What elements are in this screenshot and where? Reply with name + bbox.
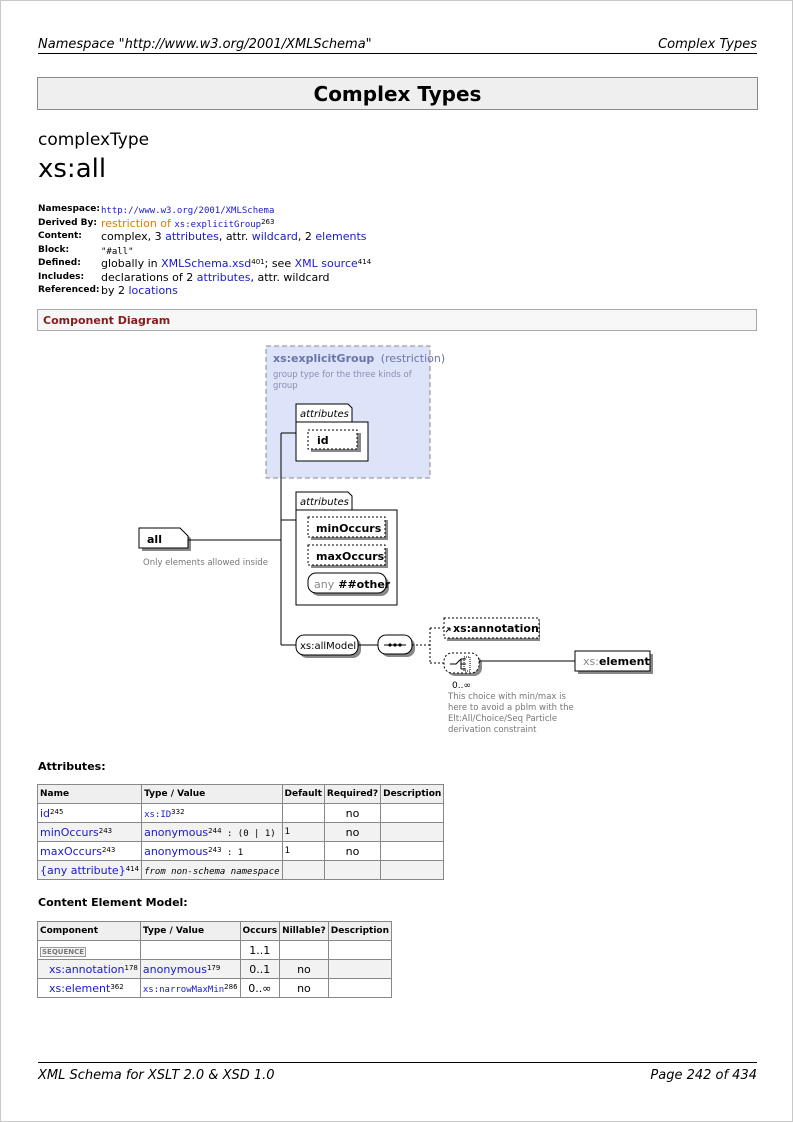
column-header: Occurs [240, 922, 280, 941]
footer-page-number: Page 242 of 434 [650, 1068, 757, 1083]
component-name: xs:all [38, 154, 107, 184]
table-row [38, 823, 444, 842]
component-diagram-heading [37, 309, 757, 331]
prop-label: Namespace: [38, 204, 100, 214]
content-text: , attr. [218, 230, 249, 243]
table-row [38, 941, 392, 960]
column-header: Nillable? [280, 922, 329, 941]
attribute-required [324, 861, 380, 880]
prop-label: Block: [38, 244, 70, 255]
attribute-required: no [324, 823, 380, 842]
root-element-desc: Only elements allowed inside [143, 558, 268, 568]
svg-text:xs:element [583, 655, 650, 668]
referenced-text: by 2 [101, 284, 125, 297]
table-row [38, 842, 444, 861]
attribute-name-link[interactable]: minOccurs [40, 825, 99, 839]
column-header: Description [381, 785, 444, 804]
column-header: Default [282, 785, 324, 804]
base-type-link[interactable]: xs:explicitGroup [174, 219, 262, 230]
defined-text: ; see [264, 257, 292, 270]
defined-text: globally in [101, 257, 158, 270]
column-header: Name [38, 785, 142, 804]
content-description [328, 979, 391, 998]
any-label: any [314, 578, 335, 591]
choice-desc: This choice with min/max is [448, 692, 566, 702]
attr-id: id [317, 434, 329, 447]
annotation-prefix: xs: [453, 622, 472, 635]
sequence-badge: SEQUENCE [42, 947, 85, 956]
prop-label: Derived By: [38, 217, 97, 228]
content-description [328, 960, 391, 979]
attribute-required: no [324, 804, 380, 823]
column-header: Required? [324, 785, 380, 804]
content-text: , 2 [297, 230, 312, 243]
element-name: element [598, 655, 650, 668]
wildcard-link[interactable]: wildcard [251, 230, 298, 243]
content-component-link[interactable]: xs:annotation [49, 962, 125, 976]
header-section: Complex Types [658, 37, 757, 52]
annotation-name: annotation [471, 622, 539, 635]
page-ref: 401 [251, 258, 265, 266]
elements-link[interactable]: elements [315, 230, 367, 243]
schema-file-link[interactable]: XMLSchema.xsd [161, 257, 252, 270]
locations-link[interactable]: locations [128, 284, 178, 297]
attribute-type-text: from non-schema namespace [144, 866, 280, 877]
content-model-table [37, 921, 392, 998]
xml-source-link[interactable]: XML source [294, 257, 358, 270]
page-ref: 286 [224, 982, 238, 991]
content-occurs: 1..1 [240, 941, 280, 960]
base-group-desc: group [273, 381, 298, 391]
attribute-default [282, 861, 324, 880]
attribute-name-link[interactable]: {any attribute} [40, 863, 126, 877]
table-header-row [38, 785, 444, 804]
column-header: Description [328, 922, 391, 941]
page-ref: 245 [50, 807, 64, 816]
attribute-description [381, 823, 444, 842]
page-footer [38, 1062, 757, 1084]
attribute-description [381, 842, 444, 861]
content-occurs: 0..∞ [240, 979, 280, 998]
table-header-row [38, 922, 392, 941]
element-prefix: xs: [583, 655, 599, 668]
attribute-default: 1 [282, 823, 324, 842]
includes-text: declarations of 2 [101, 270, 194, 284]
attribute-description [381, 861, 444, 880]
content-model-heading: Content Element Model: [38, 896, 188, 909]
content-nillable: no [280, 960, 329, 979]
column-header: Component [38, 922, 141, 941]
choice-desc: derivation constraint [448, 725, 537, 735]
sequence-dot [393, 643, 396, 646]
component-kind: complexType [38, 130, 150, 150]
header-namespace: Namespace "http://www.w3.org/2001/XMLSchema" [38, 37, 372, 52]
sequence-dot [388, 643, 391, 646]
page-ref: 332 [171, 807, 185, 816]
base-group-name: xs:explicitGroup [273, 352, 375, 365]
attributes-label: attributes [300, 409, 349, 420]
content-nillable [280, 941, 329, 960]
table-row [38, 804, 444, 823]
attributes-label: attributes [300, 497, 349, 508]
content-component-link[interactable]: xs:element [49, 981, 111, 995]
attribute-description [381, 804, 444, 823]
attr-minoccurs: minOccurs [316, 522, 382, 535]
page-ref: 362 [110, 982, 124, 991]
content-text: complex, 3 [101, 230, 162, 243]
page-ref: 263 [261, 217, 275, 226]
page-ref: 243 [208, 845, 222, 854]
attr-maxoccurs: maxOccurs [316, 550, 385, 563]
choice-desc: here to avoid a pblm with the [448, 703, 574, 713]
table-row [38, 960, 392, 979]
attribute-default [282, 804, 324, 823]
table-row [38, 979, 392, 998]
attribute-required: no [324, 842, 380, 861]
includes-attributes-link[interactable]: attributes [196, 270, 251, 284]
includes-text: , attr. wildcard [250, 270, 330, 284]
section-title: Component Diagram [43, 314, 171, 327]
footer-book-title: XML Schema for XSLT 2.0 & XSD 1.0 [38, 1068, 275, 1083]
attributes-link[interactable]: attributes [165, 230, 219, 243]
table-row [38, 861, 444, 880]
column-header: Type / Value [140, 922, 240, 941]
content-type-link[interactable]: xs:narrowMaxMin [142, 984, 225, 995]
content-description [328, 941, 391, 960]
block-value: "#all" [101, 246, 134, 257]
svg-text:xs:annotation [453, 622, 539, 635]
page-header [38, 37, 757, 54]
root-element-name: all [147, 533, 162, 546]
attribute-type-link[interactable]: anonymous [144, 844, 209, 858]
content-occurs: 0..1 [240, 960, 280, 979]
svg-text:xs:explicitGroup (restriction) [273, 352, 445, 365]
attribute-name-link[interactable]: maxOccurs [40, 844, 102, 858]
page-ref: 178 [124, 963, 138, 972]
attribute-type-link[interactable]: xs:ID [144, 809, 172, 820]
prop-label: Content: [38, 231, 82, 241]
content-nillable: no [280, 979, 329, 998]
page-ref: 179 [206, 963, 221, 972]
prop-label: Includes: [38, 271, 85, 282]
attribute-default: 1 [282, 842, 324, 861]
attribute-name-link[interactable]: id [40, 806, 51, 820]
prop-label: Defined: [38, 258, 81, 268]
page-ref: 414 [125, 864, 140, 873]
content-type [140, 941, 240, 960]
base-group-desc: group type for the three kinds of [273, 370, 412, 380]
page-ref: 244 [208, 826, 222, 835]
page-title: Complex Types [37, 77, 758, 110]
attributes-table [37, 784, 444, 880]
namespace-link[interactable]: http://www.w3.org/2001/XMLSchema [101, 206, 275, 216]
base-group-suffix: (restriction) [380, 352, 446, 365]
svg-text:any##other [314, 578, 391, 591]
column-header: Type / Value [142, 785, 282, 804]
attr-id-box[interactable] [308, 430, 357, 449]
sequence-dot [398, 643, 401, 646]
prop-label: Referenced: [38, 285, 100, 295]
attribute-type-extra: : (0 | 1) [221, 828, 276, 839]
attribute-type-link[interactable]: anonymous [144, 825, 209, 839]
choice-desc: Elt:All/Choice/Seq Particle [448, 714, 558, 724]
page-ref: 414 [357, 258, 372, 266]
page-ref: 243 [98, 826, 113, 835]
page-ref: 243 [101, 845, 116, 854]
model-group-name: xs:allModel [300, 641, 357, 652]
content-type-link[interactable]: anonymous [142, 962, 207, 976]
attribute-type-extra: : 1 [221, 847, 244, 858]
attributes-heading: Attributes: [38, 760, 106, 773]
choice-occurs: 0..∞ [452, 681, 471, 691]
any-other-label: ##other [338, 578, 391, 591]
restriction-text: restriction of [101, 216, 171, 230]
